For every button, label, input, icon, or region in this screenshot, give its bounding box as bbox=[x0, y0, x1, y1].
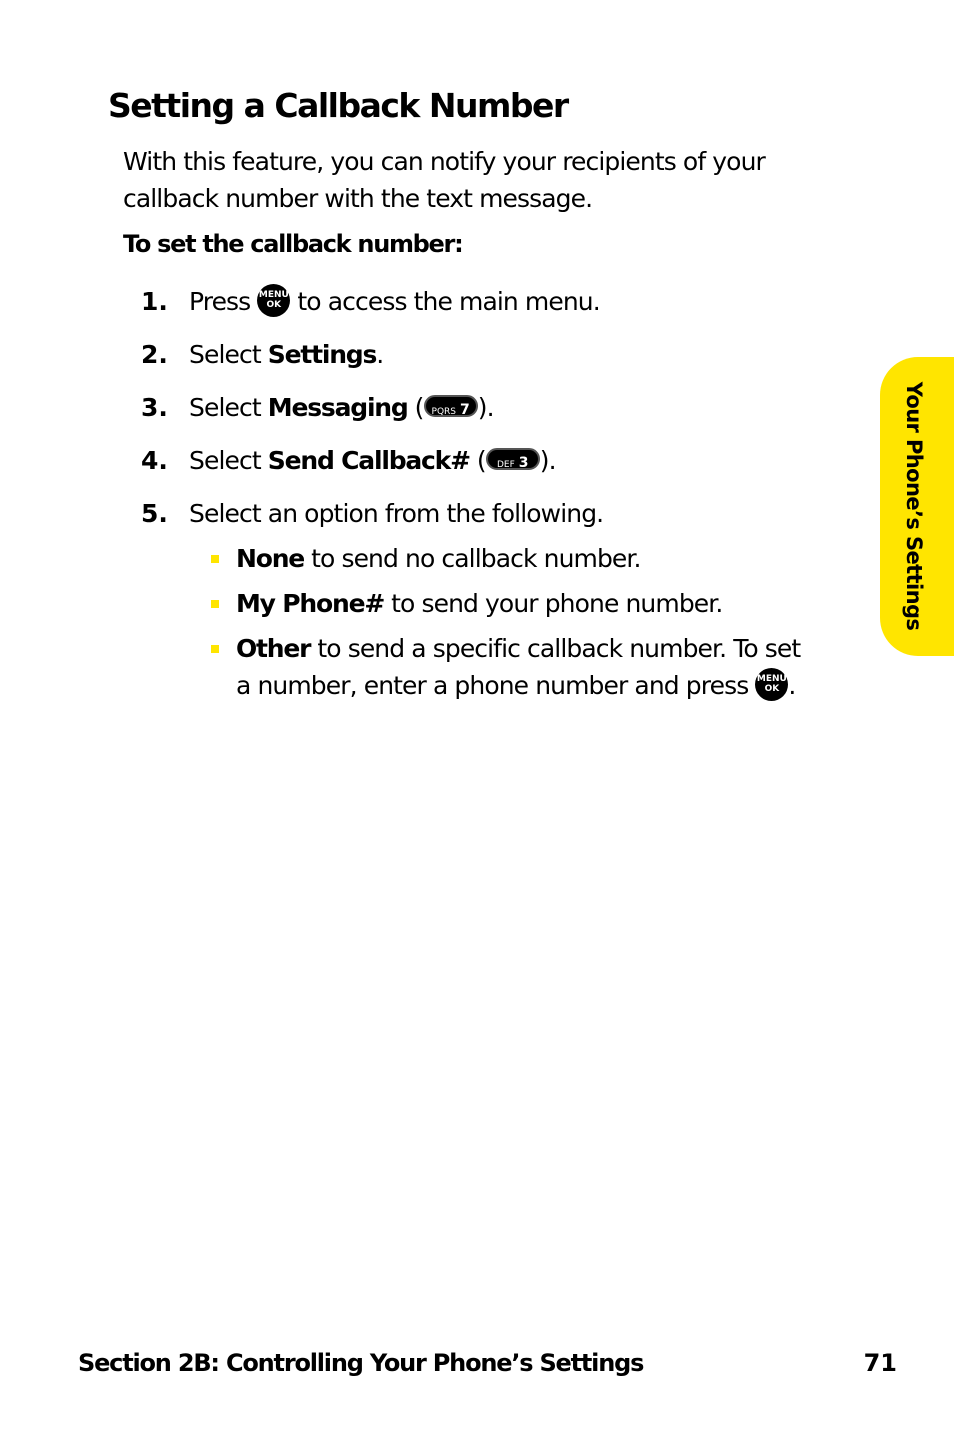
step-number: 1. bbox=[141, 287, 168, 316]
page-number: 71 bbox=[863, 1349, 897, 1377]
step-text: Select bbox=[189, 446, 261, 475]
option-my-phone bbox=[211, 585, 821, 622]
option-none bbox=[211, 540, 821, 577]
step-text: Press bbox=[189, 287, 251, 316]
menu-label-settings: Settings bbox=[267, 340, 377, 369]
step-text: Select an option from the following. bbox=[189, 499, 604, 528]
step-text: ( bbox=[414, 393, 424, 422]
option-text: to send no callback number. bbox=[311, 544, 641, 573]
option-text: to send your phone number. bbox=[391, 589, 723, 618]
step-2 bbox=[141, 337, 383, 373]
option-label: Other bbox=[236, 634, 311, 663]
step-text: ( bbox=[476, 446, 486, 475]
key-7-icon: PQRS 7 bbox=[424, 395, 478, 417]
step-4 bbox=[141, 443, 556, 479]
step-text: ). bbox=[477, 393, 494, 422]
step-1 bbox=[141, 284, 600, 320]
page-heading: Setting a Callback Number bbox=[108, 86, 568, 125]
step-text: ). bbox=[539, 446, 556, 475]
step-number: 4. bbox=[141, 446, 168, 475]
step-text: Select bbox=[189, 393, 261, 422]
procedure-subheading: To set the callback number: bbox=[123, 230, 463, 258]
footer-section-title: Section 2B: Controlling Your Phone’s Settings bbox=[78, 1349, 644, 1377]
bullet-square-icon bbox=[211, 645, 219, 653]
step-number: 3. bbox=[141, 393, 168, 422]
bullet-square-icon bbox=[211, 600, 219, 608]
option-other: Other to send a specific callback number. To set a number, enter a phone number and press MENU OK . bbox=[211, 630, 821, 704]
menu-ok-key-icon: MENU OK bbox=[755, 668, 788, 701]
option-label: My Phone# bbox=[236, 589, 385, 618]
menu-label-send-callback: Send Callback# bbox=[267, 446, 470, 475]
menu-ok-key-icon: MENU OK bbox=[257, 284, 290, 317]
intro-paragraph: With this feature, you can notify your recipients of your callback number with the text message. bbox=[123, 147, 765, 213]
menu-label-messaging: Messaging bbox=[267, 393, 408, 422]
side-tab-label: Your Phone’s Settings bbox=[902, 381, 926, 631]
step-text: Select bbox=[189, 340, 261, 369]
step-5 bbox=[141, 496, 603, 532]
step-3 bbox=[141, 390, 494, 426]
step-number: 2. bbox=[141, 340, 168, 369]
step-number: 5. bbox=[141, 499, 168, 528]
option-text: to send a specific callback number. To set a number, enter a phone number and press bbox=[236, 634, 801, 700]
bullet-square-icon bbox=[211, 555, 219, 563]
step-text: . bbox=[376, 340, 384, 369]
key-3-icon: DEF 3 bbox=[486, 448, 540, 470]
step-text: to access the main menu. bbox=[297, 287, 600, 316]
option-label: None bbox=[236, 544, 305, 573]
